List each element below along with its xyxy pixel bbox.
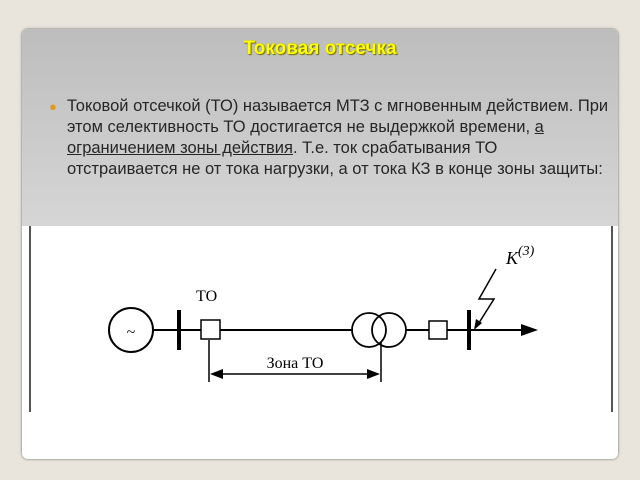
bullet-paragraph xyxy=(67,96,612,180)
slide-title: Токовая отсечка xyxy=(243,38,397,59)
zone-arrow-left xyxy=(210,369,223,379)
fault-label-sup: (3) xyxy=(518,244,535,259)
transformer-winding-1 xyxy=(352,313,386,347)
fault-label xyxy=(505,244,535,268)
bullet-marker: ● xyxy=(49,99,57,114)
fault-label-base: K xyxy=(506,248,519,268)
fault-lightning xyxy=(477,269,496,326)
outgoing-arrow-head xyxy=(521,324,538,336)
relay-label: ТО xyxy=(196,288,218,305)
bullet-text-underlined: а ограничением зоны действия xyxy=(67,118,544,157)
generator-symbol: ~ xyxy=(126,324,136,341)
zone-arrow-right xyxy=(367,369,380,379)
zone-label: Зона ТО xyxy=(266,355,324,372)
slide xyxy=(22,29,618,459)
transformer-winding-2 xyxy=(372,313,406,347)
breaker-box xyxy=(429,321,447,339)
diagram-frame xyxy=(29,226,613,412)
bullet-text-part2: . Т.е. ток срабатывания ТО отстраивается не от тока нагрузки, а от тока КЗ в конце зоны защиты: xyxy=(67,139,603,178)
bullet-text-part1: Токовой отсечкой (ТО) называется МТЗ с мгновенным действием. При этом селективность ТО достигается не выдержкой времени, xyxy=(67,97,609,136)
circuit-diagram xyxy=(31,226,611,412)
relay-box xyxy=(201,320,220,339)
